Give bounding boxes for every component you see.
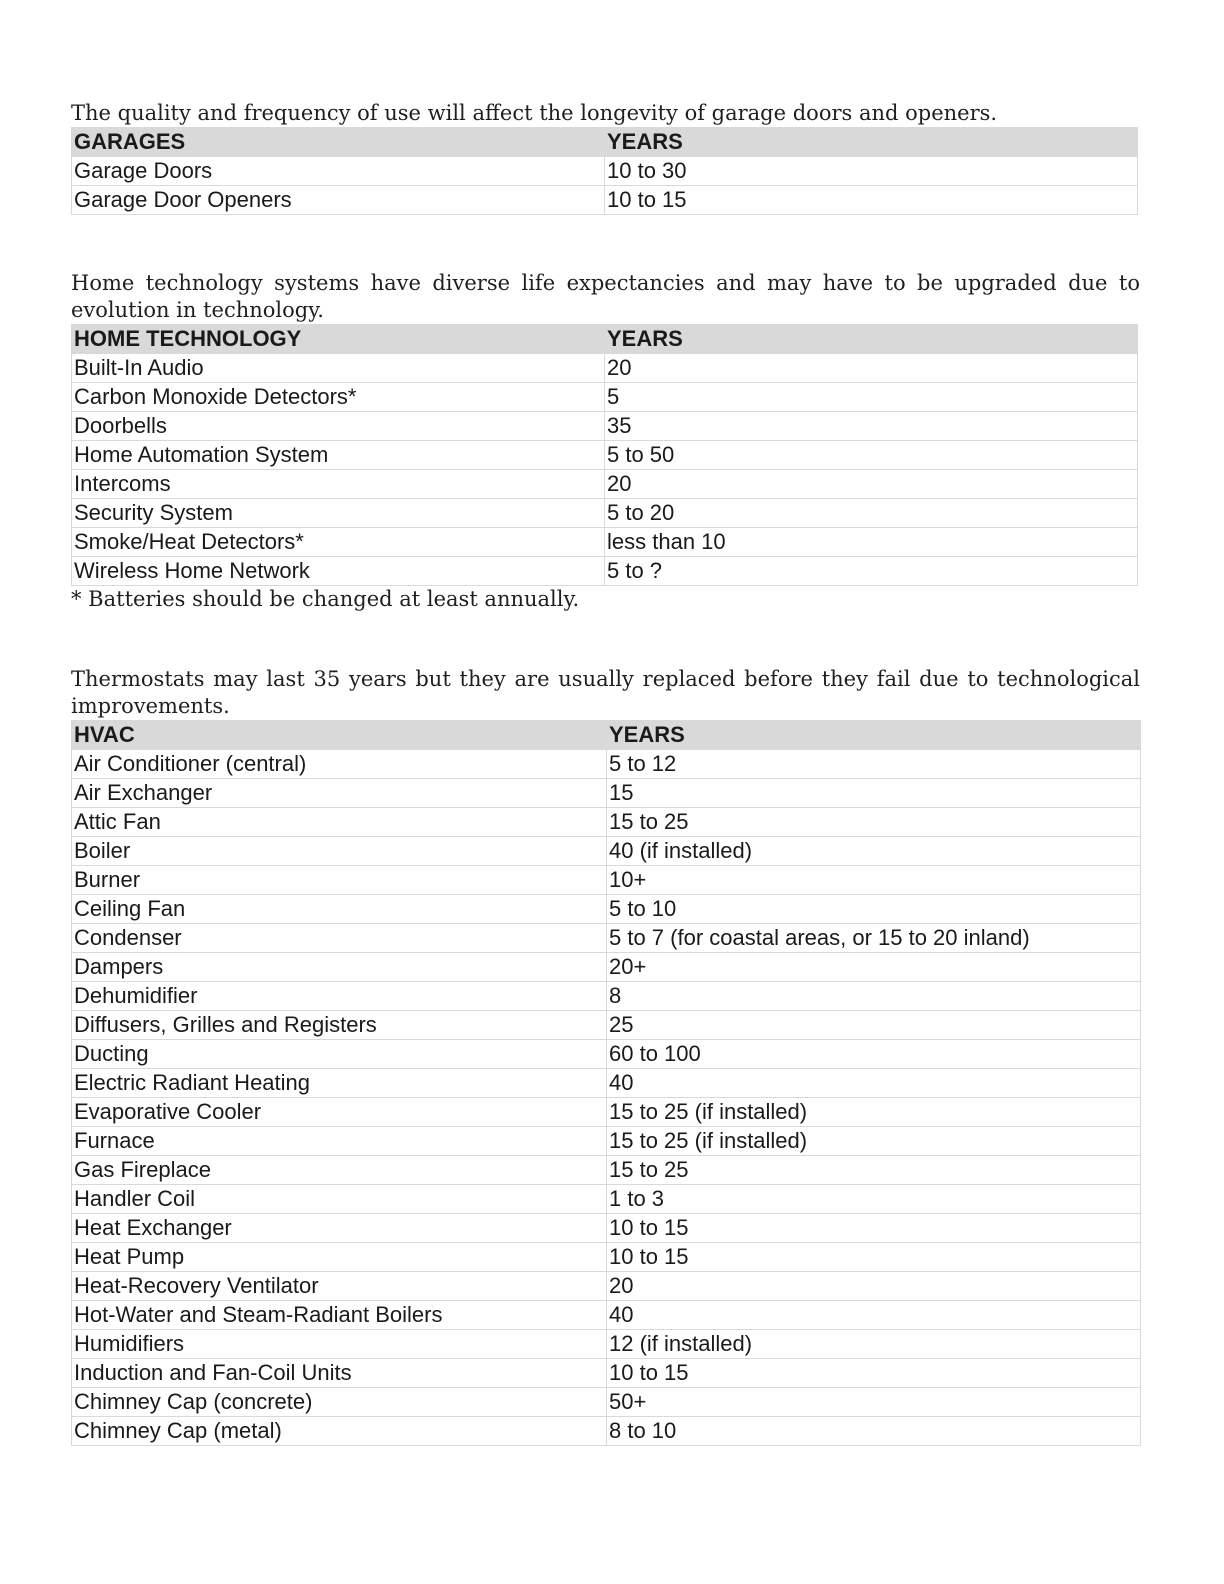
table-header-row (72, 325, 1138, 354)
column-header-years: YEARS (607, 721, 1141, 750)
years-cell: 12 (if installed) (607, 1330, 1141, 1359)
years-cell: 8 to 10 (607, 1417, 1141, 1446)
table-row (72, 383, 1138, 412)
garages-rows (72, 157, 1138, 215)
item-name-cell: Attic Fan (72, 808, 607, 837)
years-cell: 5 to ? (605, 557, 1138, 586)
garages-table (71, 127, 1138, 215)
hvac-rows (72, 750, 1141, 1446)
table-row (72, 157, 1138, 186)
years-cell: 20 (607, 1272, 1141, 1301)
item-name-cell: Gas Fireplace (72, 1156, 607, 1185)
item-name-cell: Induction and Fan-Coil Units (72, 1359, 607, 1388)
table-row (72, 528, 1138, 557)
years-cell: 10 to 15 (607, 1359, 1141, 1388)
years-cell: 5 to 50 (605, 441, 1138, 470)
batteries-footnote: * Batteries should be changed at least annually. (71, 587, 580, 611)
table-row (72, 186, 1138, 215)
table-row (72, 1156, 1141, 1185)
years-cell: 5 to 7 (for coastal areas, or 15 to 20 inland) (607, 924, 1141, 953)
years-cell: 50+ (607, 1388, 1141, 1417)
table-row (72, 354, 1138, 383)
hvac-table (71, 720, 1141, 1446)
column-header-category: HVAC (72, 721, 607, 750)
table-row (72, 441, 1138, 470)
item-name-cell: Security System (72, 499, 605, 528)
years-cell: 40 (607, 1301, 1141, 1330)
item-name-cell: Dampers (72, 953, 607, 982)
years-cell: 10+ (607, 866, 1141, 895)
table-row (72, 1359, 1141, 1388)
item-name-cell: Wireless Home Network (72, 557, 605, 586)
column-header-years: YEARS (605, 128, 1138, 157)
table-row (72, 953, 1141, 982)
table-row (72, 808, 1141, 837)
table-row (72, 412, 1138, 441)
item-name-cell: Humidifiers (72, 1330, 607, 1359)
garages-section (71, 100, 1139, 215)
years-cell: 15 (607, 779, 1141, 808)
years-cell: 10 to 15 (607, 1214, 1141, 1243)
home-technology-rows (72, 354, 1138, 586)
table-row (72, 982, 1141, 1011)
home-technology-intro: Home technology systems have diverse life expectancies and may have to be upgraded due to evolution in technology. (71, 271, 1140, 322)
home-technology-section (71, 270, 1140, 613)
table-header-row (72, 721, 1141, 750)
hvac-section (71, 666, 1140, 1446)
years-cell: 40 (if installed) (607, 837, 1141, 866)
years-cell: 15 to 25 (607, 808, 1141, 837)
item-name-cell: Heat Exchanger (72, 1214, 607, 1243)
item-name-cell: Air Exchanger (72, 779, 607, 808)
item-name-cell: Ceiling Fan (72, 895, 607, 924)
years-cell: 40 (607, 1069, 1141, 1098)
years-cell: 35 (605, 412, 1138, 441)
years-cell: less than 10 (605, 528, 1138, 557)
years-cell: 5 to 12 (607, 750, 1141, 779)
table-row (72, 1417, 1141, 1446)
years-cell: 10 to 15 (607, 1243, 1141, 1272)
column-header-category: HOME TECHNOLOGY (72, 325, 605, 354)
table-row (72, 1301, 1141, 1330)
column-header-category: GARAGES (72, 128, 605, 157)
item-name-cell: Garage Doors (72, 157, 605, 186)
item-name-cell: Smoke/Heat Detectors* (72, 528, 605, 557)
table-header-row (72, 128, 1138, 157)
years-cell: 25 (607, 1011, 1141, 1040)
item-name-cell: Diffusers, Grilles and Registers (72, 1011, 607, 1040)
years-cell: 15 to 25 (607, 1156, 1141, 1185)
garages-intro: The quality and frequency of use will affect the longevity of garage doors and openers. (71, 101, 998, 125)
item-name-cell: Heat Pump (72, 1243, 607, 1272)
item-name-cell: Carbon Monoxide Detectors* (72, 383, 605, 412)
home-technology-table (71, 324, 1138, 586)
table-row (72, 499, 1138, 528)
years-cell: 5 to 20 (605, 499, 1138, 528)
item-name-cell: Doorbells (72, 412, 605, 441)
item-name-cell: Built-In Audio (72, 354, 605, 383)
table-row (72, 1069, 1141, 1098)
item-name-cell: Garage Door Openers (72, 186, 605, 215)
table-row (72, 750, 1141, 779)
hvac-intro: Thermostats may last 35 years but they are usually replaced before they fail due to technological improvements. (71, 667, 1140, 718)
item-name-cell: Dehumidifier (72, 982, 607, 1011)
item-name-cell: Furnace (72, 1127, 607, 1156)
item-name-cell: Home Automation System (72, 441, 605, 470)
item-name-cell: Burner (72, 866, 607, 895)
years-cell: 15 to 25 (if installed) (607, 1098, 1141, 1127)
years-cell: 5 (605, 383, 1138, 412)
table-row (72, 837, 1141, 866)
item-name-cell: Chimney Cap (concrete) (72, 1388, 607, 1417)
years-cell: 10 to 30 (605, 157, 1138, 186)
item-name-cell: Intercoms (72, 470, 605, 499)
item-name-cell: Boiler (72, 837, 607, 866)
years-cell: 10 to 15 (605, 186, 1138, 215)
table-row (72, 1388, 1141, 1417)
table-row (72, 1127, 1141, 1156)
years-cell: 1 to 3 (607, 1185, 1141, 1214)
table-row (72, 557, 1138, 586)
table-row (72, 1185, 1141, 1214)
column-header-years: YEARS (605, 325, 1138, 354)
item-name-cell: Chimney Cap (metal) (72, 1417, 607, 1446)
table-row (72, 866, 1141, 895)
years-cell: 20+ (607, 953, 1141, 982)
item-name-cell: Air Conditioner (central) (72, 750, 607, 779)
item-name-cell: Condenser (72, 924, 607, 953)
table-row (72, 1098, 1141, 1127)
years-cell: 20 (605, 354, 1138, 383)
item-name-cell: Evaporative Cooler (72, 1098, 607, 1127)
years-cell: 60 to 100 (607, 1040, 1141, 1069)
table-row (72, 1243, 1141, 1272)
table-row (72, 1330, 1141, 1359)
table-row (72, 1011, 1141, 1040)
years-cell: 5 to 10 (607, 895, 1141, 924)
table-row (72, 895, 1141, 924)
item-name-cell: Heat-Recovery Ventilator (72, 1272, 607, 1301)
table-row (72, 779, 1141, 808)
years-cell: 20 (605, 470, 1138, 499)
item-name-cell: Hot-Water and Steam-Radiant Boilers (72, 1301, 607, 1330)
table-row (72, 1040, 1141, 1069)
item-name-cell: Handler Coil (72, 1185, 607, 1214)
item-name-cell: Electric Radiant Heating (72, 1069, 607, 1098)
table-row (72, 470, 1138, 499)
table-row (72, 1272, 1141, 1301)
years-cell: 15 to 25 (if installed) (607, 1127, 1141, 1156)
item-name-cell: Ducting (72, 1040, 607, 1069)
years-cell: 8 (607, 982, 1141, 1011)
table-row (72, 1214, 1141, 1243)
table-row (72, 924, 1141, 953)
